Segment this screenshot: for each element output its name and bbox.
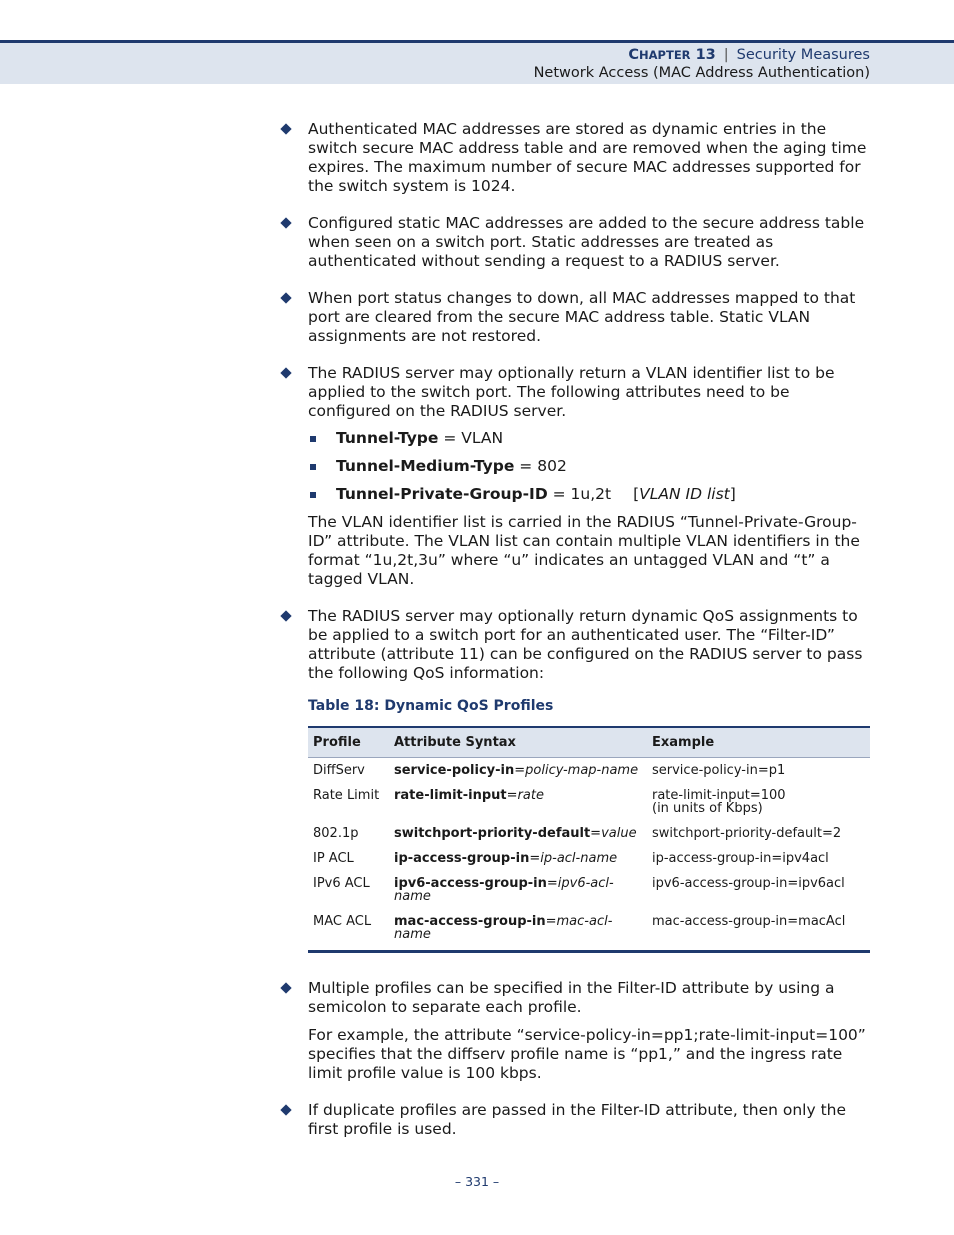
bullet-text: The RADIUS server may optionally return a VLAN identifier list to be applied to the switch port. The following attributes need to be configured on the RADIUS server. (308, 364, 835, 420)
attribute-syntax-cell (389, 846, 647, 871)
profile-cell: DiffServ (313, 763, 365, 778)
attribute-placeholder: ipv6-acl-name (394, 876, 614, 904)
chapter-initial: C (628, 47, 640, 63)
page-number: – 331 – (454, 1174, 500, 1189)
attribute-item (308, 429, 870, 448)
example-cell (647, 871, 870, 909)
bullet-item (280, 607, 870, 953)
example-text: mac-access-group-in=macAcl (652, 914, 846, 929)
attribute-keyword: ipv6-access-group-in (394, 876, 547, 891)
attribute-note: [VLAN ID list] (633, 485, 736, 503)
diamond-bullet-icon (280, 292, 291, 303)
equals-sign: = (529, 851, 541, 866)
equals-sign: = (546, 876, 558, 891)
attribute-name: Tunnel-Medium-Type (336, 457, 515, 475)
equals-sign: = (514, 763, 526, 778)
attribute-keyword: ip-access-group-in (394, 851, 530, 866)
bullet-item (280, 214, 870, 271)
table-row (308, 783, 870, 821)
attribute-syntax-cell (389, 909, 647, 952)
table-row (308, 871, 870, 909)
attribute-note-text: VLAN ID list (639, 485, 730, 503)
profile-cell: IPv6 ACL (313, 876, 370, 891)
column-header: Example (647, 727, 870, 758)
table-header-row (308, 727, 870, 758)
bullet-text: When port status changes to down, all MAC addresses mapped to that port are cleared from the secure MAC address table. Static VLAN assignments are not restored. (308, 289, 856, 345)
table-row (308, 758, 870, 784)
chapter-title: Security Measures (736, 47, 870, 63)
attribute-name: Tunnel-Private-Group-ID (336, 485, 548, 503)
example-text: ipv6-access-group-in=ipv6acl (652, 876, 845, 891)
equals-sign: = (590, 826, 602, 841)
attribute-value: = 1u,2t (547, 485, 612, 503)
attribute-list (308, 429, 870, 504)
example-note: (in units of Kbps) (652, 801, 763, 816)
qos-profiles-table (308, 726, 870, 953)
attribute-syntax-cell (389, 783, 647, 821)
example-cell (647, 758, 870, 784)
attribute-keyword: rate-limit-input (394, 788, 507, 803)
chapter-word: HAPTER (639, 48, 691, 62)
bullet-item (280, 289, 870, 346)
attribute-name: Tunnel-Type (336, 429, 439, 447)
attribute-item (308, 457, 870, 476)
bullet-item (280, 364, 870, 589)
column-header: Profile (308, 727, 389, 758)
example-cell (647, 783, 870, 821)
profile-cell: 802.1p (313, 826, 359, 841)
attribute-keyword: switchport-priority-default (394, 826, 591, 841)
bullet-text: Multiple profiles can be specified in the Filter-ID attribute by using a semicolon to separate each profile. (308, 979, 835, 1016)
example-text: switchport-priority-default=2 (652, 826, 842, 841)
diamond-bullet-icon (280, 367, 291, 378)
example-paragraph: For example, the attribute “service-policy-in=pp1;rate-limit-input=100” specifies that the diffserv profile name is “pp1,” and the ingress rate limit profile value is 100 kbps. (308, 1026, 866, 1082)
table-row (308, 909, 870, 952)
equals-sign: = (506, 788, 518, 803)
square-bullet-icon (310, 492, 316, 498)
bullet-text: The RADIUS server may optionally return dynamic QoS assignments to be applied to a switch port for an authenticated user. The “Filter-ID” attribute (attribute 11) can be configured on the RADIUS server to pass the following QoS information: (308, 607, 863, 682)
attribute-placeholder: policy-map-name (525, 763, 639, 778)
bullet-text: Configured static MAC addresses are added to the secure address table when seen on a switch port. Static addresses are treated as authenticated without sending a request to a RADIUS server. (308, 214, 865, 270)
bullet-item (280, 120, 870, 196)
diamond-bullet-icon (280, 1104, 291, 1115)
page-content (280, 120, 870, 1139)
attribute-item (308, 485, 870, 504)
attribute-placeholder: rate (517, 788, 544, 803)
table-caption: Table 18: Dynamic QoS Profiles (308, 698, 554, 714)
attribute-placeholder: value (601, 826, 637, 841)
table-row (308, 846, 870, 871)
section-title: Network Access (MAC Address Authentication) (533, 65, 870, 81)
bullet-text: If duplicate profiles are passed in the Filter-ID attribute, then only the first profile is used. (308, 1101, 847, 1138)
example-text: service-policy-in=p1 (652, 763, 786, 778)
attribute-placeholder: mac-acl-name (394, 914, 613, 942)
example-cell (647, 846, 870, 871)
square-bullet-icon (310, 436, 316, 442)
header-separator: | (723, 47, 729, 63)
profile-cell: MAC ACL (308, 909, 389, 952)
attribute-value: = 802 (514, 457, 567, 475)
example-cell (647, 821, 870, 846)
bullet-text: Authenticated MAC addresses are stored as dynamic entries in the switch secure MAC address table and are removed when the aging time expires. The maximum number of secure MAC addresses supported for the switch system is 1024. (308, 120, 867, 195)
chapter-heading (628, 47, 870, 63)
example-cell (647, 909, 870, 952)
example-text: ip-access-group-in=ipv4acl (652, 851, 829, 866)
bullet-item (280, 1101, 870, 1139)
equals-sign: = (545, 914, 557, 929)
attribute-value: = VLAN (438, 429, 504, 447)
attribute-keyword: service-policy-in (394, 763, 515, 778)
square-bullet-icon (310, 464, 316, 470)
diamond-bullet-icon (280, 982, 291, 993)
example-text: rate-limit-input=100 (652, 788, 786, 803)
profile-cell: IP ACL (313, 851, 354, 866)
attribute-syntax-cell (389, 758, 647, 784)
page-header (0, 40, 954, 84)
diamond-bullet-icon (280, 217, 291, 228)
attribute-syntax-cell (389, 821, 647, 846)
attribute-keyword: mac-access-group-in (394, 914, 546, 929)
diamond-bullet-icon (280, 610, 291, 621)
bullet-item (280, 979, 870, 1083)
column-header: Attribute Syntax (389, 727, 647, 758)
chapter-number: 13 (690, 47, 716, 63)
profile-cell: Rate Limit (313, 788, 380, 803)
vlan-paragraph: The VLAN identifier list is carried in the RADIUS “Tunnel-Private-Group-ID” attribute. The VLAN list can contain multiple VLAN identifiers in the format “1u,2t,3u” where “u” indicates an untagged VLAN and “t” a tagged VLAN. (308, 513, 860, 588)
attribute-syntax-cell (389, 871, 647, 909)
diamond-bullet-icon (280, 123, 291, 134)
table-row (308, 821, 870, 846)
attribute-placeholder: ip-acl-name (540, 851, 618, 866)
